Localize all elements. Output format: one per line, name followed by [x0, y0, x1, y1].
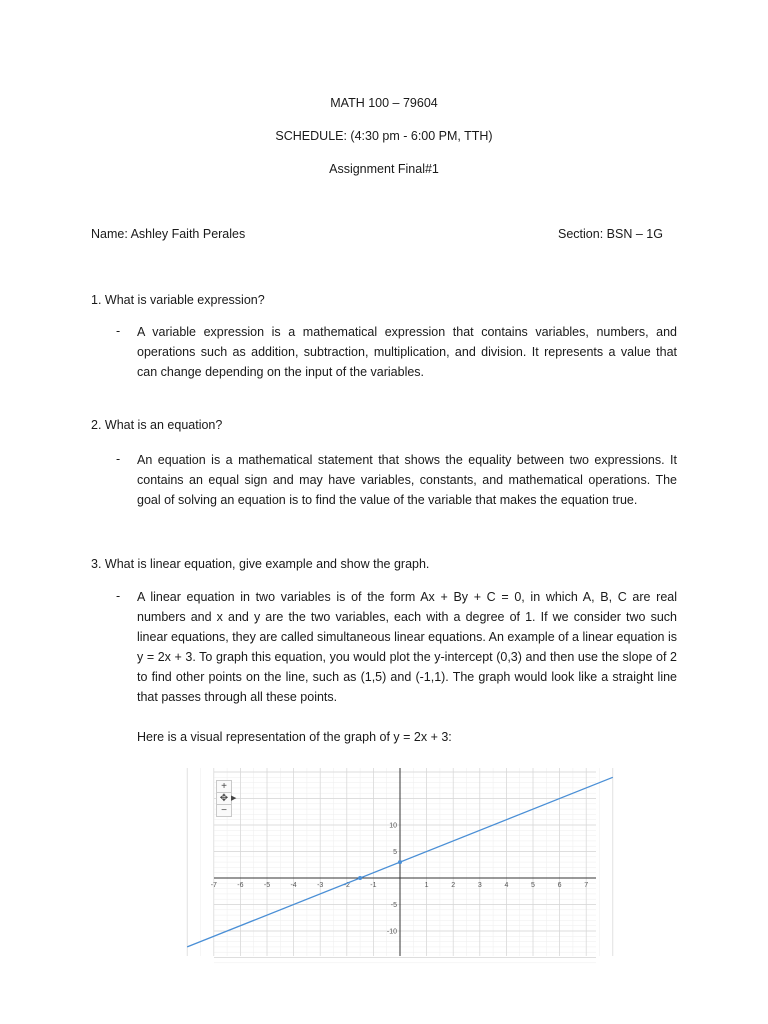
x-tick-label: -1 [370, 882, 377, 889]
graph-intro: Here is a visual representation of the graph of y = 2x + 3: [137, 730, 452, 744]
graph-plot[interactable] [210, 768, 596, 956]
move-icon[interactable]: ✥ [216, 792, 232, 805]
x-tick-label: -5 [263, 882, 271, 889]
question-2: 2. What is an equation? [91, 418, 223, 432]
y-tick-label: 5 [393, 849, 397, 856]
x-tick-label: -7 [210, 882, 217, 889]
student-name: Name: Ashley Faith Perales [91, 227, 246, 241]
question-3: 3. What is linear equation, give example and show the graph. [91, 557, 430, 571]
play-arrow-icon[interactable]: ▶ [231, 795, 237, 802]
y-tick-label: -10 [386, 928, 397, 936]
bullet-dash: - [116, 452, 121, 466]
x-tick-label: -6 [237, 882, 244, 889]
x-tick-label: 7 [584, 882, 589, 889]
x-tick-label: -2 [343, 882, 350, 889]
question-1: 1. What is variable expression? [91, 293, 265, 307]
assignment-title: Assignment Final#1 [329, 162, 439, 176]
student-section: Section: BSN – 1G [558, 227, 663, 241]
x-tick-label: -3 [317, 882, 324, 889]
x-tick-label: 4 [504, 882, 509, 889]
x-tick-label: 1 [424, 882, 429, 889]
x-tick-label: 3 [477, 882, 482, 889]
zoom-in-button[interactable]: + [216, 780, 232, 793]
series-point [398, 860, 402, 864]
y-tick-label: -5 [390, 902, 397, 909]
answer-3: A linear equation in two variables is of the form Ax + By + C = 0, in which A, B, C are real numbers and x and y are the two variables, each with a degree of 1. If we consider two such linear equations, they are called simultaneous linear equations. An example of a linear equation is y = 2x + 3. To graph this equation, you would plot the y-intercept (0,3) and then use the slope of 2 to find other points on the line, such as (1,5) and (-1,1). The graph would look like a straight line that passes through all these points. [137, 590, 677, 704]
x-tick-label: -4 [290, 882, 297, 889]
answer-2: An equation is a mathematical statement that shows the equality between two expressions. It contains an equal sign and may have variables, constants, and mathematical operations. The goal of solving an equation is to find the value of the variable that makes the equation true. [137, 453, 677, 507]
course-title: MATH 100 – 79604 [330, 96, 438, 110]
bullet-dash: - [116, 589, 121, 603]
series-point [358, 876, 362, 880]
bullet-dash: - [116, 324, 121, 338]
y-tick-label: 10 [389, 822, 397, 830]
schedule-line: SCHEDULE: (4:30 pm - 6:00 PM, TTH) [275, 129, 493, 143]
x-tick-label: 6 [557, 882, 562, 889]
zoom-out-button[interactable]: − [216, 804, 232, 817]
graph-figure [210, 768, 596, 956]
x-tick-label: 2 [451, 882, 456, 889]
answer-1: A variable expression is a mathematical expression that contains variables, numbers, and operations such as addition, subtraction, multiplication, and division. It represents a value that can change depending on the input of the variables. [137, 325, 677, 379]
x-tick-label: 5 [531, 882, 535, 889]
